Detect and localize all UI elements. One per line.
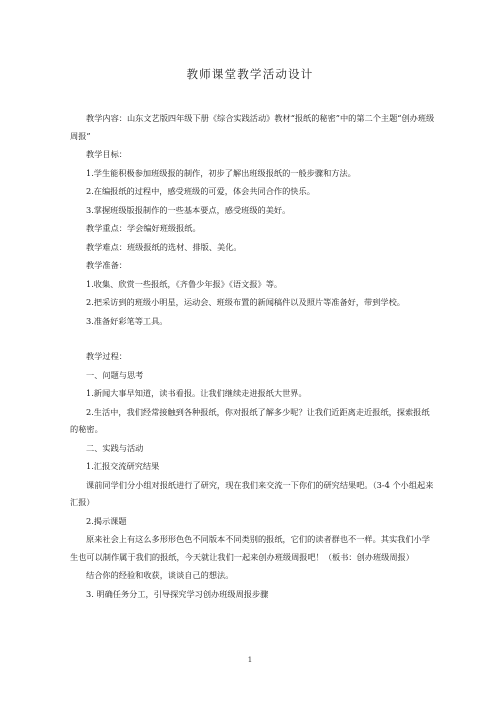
paragraph: 教学内容：山东文艺版四年级下册《综合实践活动》教材“报纸的秘密”中的第二个主题“创办班级周报”: [70, 113, 435, 141]
paragraph: 教学难点：班级报纸的选材、排版、美化。: [86, 241, 242, 252]
paragraph: 3.准备好彩笔等工具。: [86, 315, 168, 326]
paragraph: 1.汇报交流研究结果: [86, 461, 160, 471]
paragraph: 教学过程：: [86, 351, 127, 361]
page-number: 1: [247, 656, 253, 664]
paragraph: 2.生活中，我们经常接触到各种报纸，你对报纸了解多少呢？让我们近距离走近报纸，探索报纸的秘密。: [70, 406, 430, 434]
paragraph: 二、实践与活动: [86, 442, 144, 453]
document-title: 教师课堂教学活动设计: [186, 67, 314, 81]
paragraph: 1.学生能积极参加班级报的制作，初步了解出班级报纸的一般步骤和方法。: [86, 167, 356, 178]
blank-line: [70, 331, 435, 348]
paragraph: 1.收集、欣赏一些报纸，《齐鲁少年报》《语文报》等。: [86, 278, 283, 289]
paragraph: 结合你的经验和收获，谈谈自己的想法。: [86, 570, 234, 580]
paragraph: 教学准备：: [86, 260, 127, 270]
paragraph: 3. 明确任务分工，引导探究学习创办班级周报步骤: [86, 588, 269, 599]
paragraph: 2.在编报纸的过程中，感受班级的可爱，体会共同合作的快乐。: [86, 186, 315, 196]
paragraph: 2.揭示课题: [86, 515, 127, 526]
document-body: [70, 110, 435, 604]
paragraph: 原来社会上有这么多形形色色不同版本不同类别的报纸，它们的读者群也不一样。其实我们小学生也可以制作属于我们的报纸，今天就让我们一起来创办班级周报吧！（板书：创办班级周报）: [70, 534, 430, 562]
paragraph: 1.新闻大事早知道，读书看报。让我们继续走进报纸大世界。: [86, 388, 307, 398]
paragraph: 教学目标：: [86, 149, 127, 159]
paragraph: 3.掌握班级版报制作的一些基本要点，感受班级的美好。: [86, 204, 291, 215]
paragraph: 2.把采访到的班级小明星，运动会、班级布置的新闻稿件以及照片等准备好，带到学校。: [86, 297, 405, 307]
paragraph: 一、问题与思考: [86, 369, 144, 380]
paragraph: 教学重点：学会编好班级报纸。: [86, 223, 201, 233]
paragraph: 课前同学们分小组对报纸进行了研究，现在我们来交流一下你们的研究结果吧。（3-4 个小组起来汇报）: [70, 479, 434, 507]
